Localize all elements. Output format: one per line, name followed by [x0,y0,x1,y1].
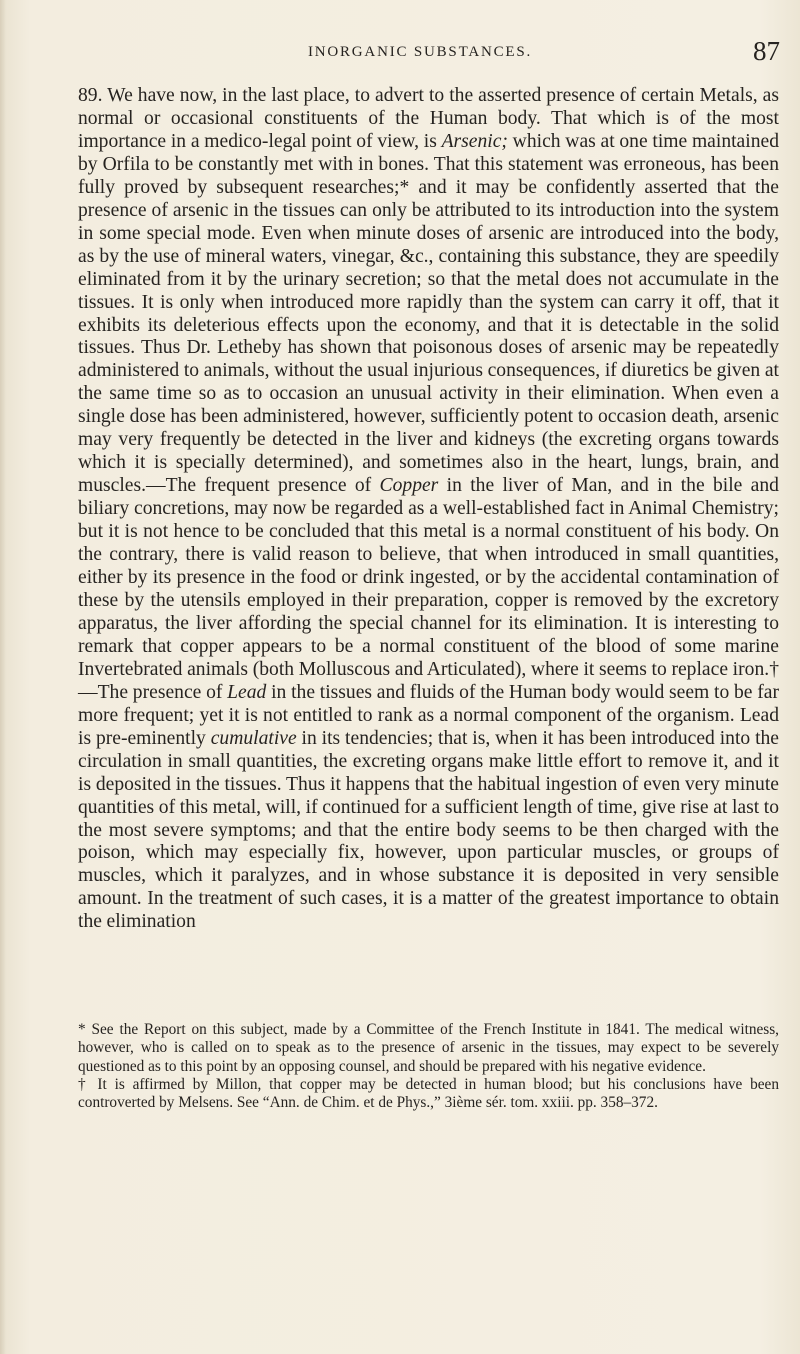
page-header [60,36,780,80]
footnotes [78,1021,779,1112]
footnote-dagger: † It is affirmed by Millon, that copper may be detected in human blood; but his conclusions have been controverted by Melsens. See “Ann. de Chim. et de Phys.,” 3ième sér. tom. xxiii. pp. 358–372. [78,1075,779,1112]
italic-term-lead: Lead [227,681,267,703]
footnote-asterisk: * See the Report on this subject, made by a Committee of the French Institute in 1841. The medical witness, however, who is called on to speak as to the presence of arsenic in the tissues, may expect to be severely questioned as to this point by an opposing counsel, and should be prepared with his negative evidence. [78,1021,779,1075]
italic-term-cumulative: cumulative [210,727,297,749]
page-number: 87 [753,36,780,66]
italic-term-copper: Copper [379,475,439,497]
page-edge-shadow [0,0,6,1354]
paragraph-89 [78,85,779,934]
text-run: in its tendencies; that is, when it has been introduced into the circulation in small quantities, the excreting organs make little effort to remove it, and it is deposited in the tissues. Thus it happens that the habitual ingestion of even very minute quantities of this metal, will, if continued for a sufficient length of time, give rise at last to the most severe symptoms; and that the entire body seems to be then charged with the poison, which may especially fix, however, upon particular muscles, or groups of muscles, which it paralyzes, and in whose substance it is deposited in very sensible amount. In the treatment of such cases, it is a matter of the greatest importance to obtain the elimination [78,727,780,933]
text-run: in the tissues and fluids of the Human body would seem to be far more frequent; yet it is not entitled to rank as a normal component of the organism. Lead is pre-eminently [78,681,779,749]
running-head: INORGANIC SUBSTANCES. [307,44,533,60]
text-run: 89. We have now, in the last place, to advert to the asserted presence of certain Metals, as normal or occasional constituents of the Human body. That which is of the most importance in a medico-legal point of view, is [78,85,779,152]
italic-term-arsenic: Arsenic; [441,130,508,152]
text-run: which was at one time maintained by Orfila to be constantly met with in bones. That this statement was erroneous, has been fully proved by subsequent researches;* and it may be confidently asserted that the presence of arsenic in the tissues can only be attributed to its introduction into the system in some special mode. Even when minute doses of arsenic are introduced into the body, as by the use of mineral waters, vinegar, &c., containing this substance, they are speedily eliminated from it by the urinary secretion; so that the metal does not accumulate in the tissues. It is only when introduced more rapidly than the system can carry it off, that it exhibits its deleterious effects upon the economy, and that it is detectable in the solid tissues. Thus Dr. Letheby has shown that poisonous doses of arsenic may be repeatedly administered to animals, without the usual injurious consequences, if diuretics be given at the same time so as to occasion an unusual activity in their elimination. When even a single dose has been administered, however, sufficiently potent to occasion death, arsenic may very frequently be detected in the liver and kidneys (the excreting organs towards which it is specially determined), and sometimes also in the heart, lungs, brain, and muscles.—The frequent presence of [78,130,779,497]
main-text [78,85,779,934]
text-run: in the liver of Man, and in the bile and biliary concretions, may now be regarded as a well-established fact in Animal Chemistry; but it is not hence to be concluded that this metal is a normal constituent of his body. On the contrary, there is valid reason to believe, that when introduced in small quantities, either by its presence in the food or drink ingested, or by the accidental contamination of these by the utensils employed in their preparation, copper is removed by the excretory apparatus, the liver affording the special channel for its elimination. It is interesting to remark that copper appears to be a normal constituent of the blood of some marine Invertebrated animals (both Molluscous and Articulated), where it seems to replace iron.†—The presence of [78,475,779,703]
